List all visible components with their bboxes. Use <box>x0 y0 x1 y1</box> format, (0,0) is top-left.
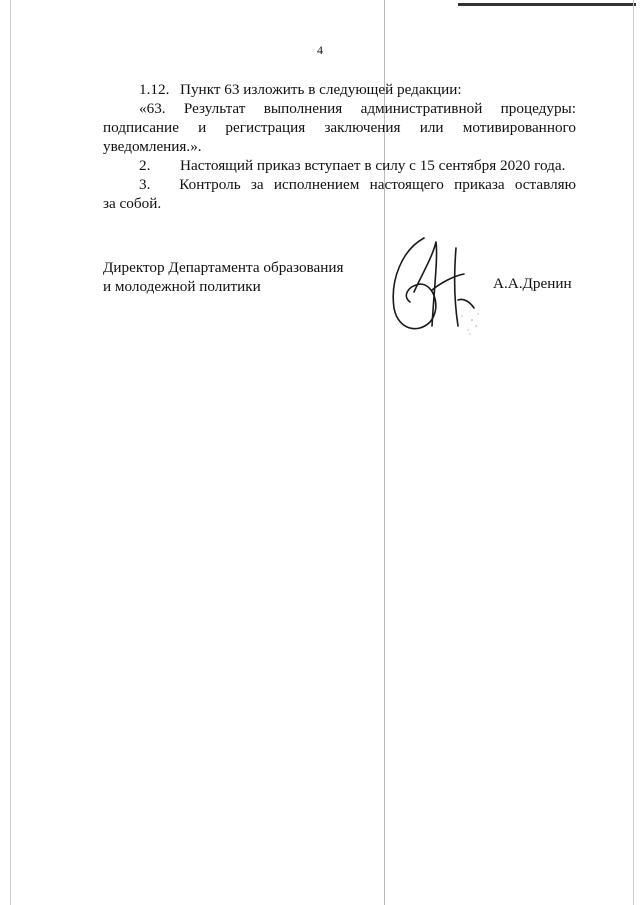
word: выполнения <box>263 100 343 117</box>
scan-top-rule <box>458 3 636 6</box>
page-number: 4 <box>317 43 323 57</box>
word: мотивированного <box>462 119 576 136</box>
word: настоящего <box>369 176 444 193</box>
word: «63. <box>139 100 166 117</box>
position-line-2: и молодежной политики <box>103 278 261 295</box>
scan-left-edge <box>10 0 11 905</box>
word: административной <box>360 100 483 117</box>
word: за <box>250 176 264 193</box>
word: Контроль <box>179 176 241 193</box>
word: процедуры: <box>500 100 576 117</box>
word: оставляю <box>514 176 576 193</box>
word: исполнением <box>273 176 360 193</box>
word: подписание <box>103 119 179 136</box>
paragraph-3-line-1 <box>103 175 576 194</box>
paragraph-63-line-3: уведомления.». <box>103 138 202 155</box>
paragraph-63-line-2 <box>103 118 576 137</box>
position-line-1: Директор Департамента образования <box>103 259 344 276</box>
word: и <box>198 119 207 136</box>
scan-right-edge <box>633 0 634 905</box>
handwritten-signature <box>384 230 484 340</box>
paragraph-63-line-1 <box>103 99 576 118</box>
paragraph-3-line-2: за собой. <box>103 195 162 212</box>
word: регистрация <box>225 119 306 136</box>
paragraph-1-12 <box>103 80 576 99</box>
paragraph-number: 2. <box>139 157 151 174</box>
word: или <box>419 119 444 136</box>
signatory-position <box>103 258 344 296</box>
word: Результат <box>183 100 246 117</box>
document-body <box>103 80 576 213</box>
word: заключения <box>324 119 401 136</box>
word: приказа <box>454 176 505 193</box>
paragraph-number: 3. <box>139 176 151 193</box>
signer-name: А.А.Дренин <box>493 275 572 292</box>
paragraph-text: Пункт 63 изложить в следующей редакции: <box>180 81 462 98</box>
paragraph-number: 1.12. <box>139 81 170 98</box>
paragraph-2 <box>103 156 576 175</box>
paragraph-text: Настоящий приказ вступает в силу с 15 сентября 2020 года. <box>180 157 566 174</box>
